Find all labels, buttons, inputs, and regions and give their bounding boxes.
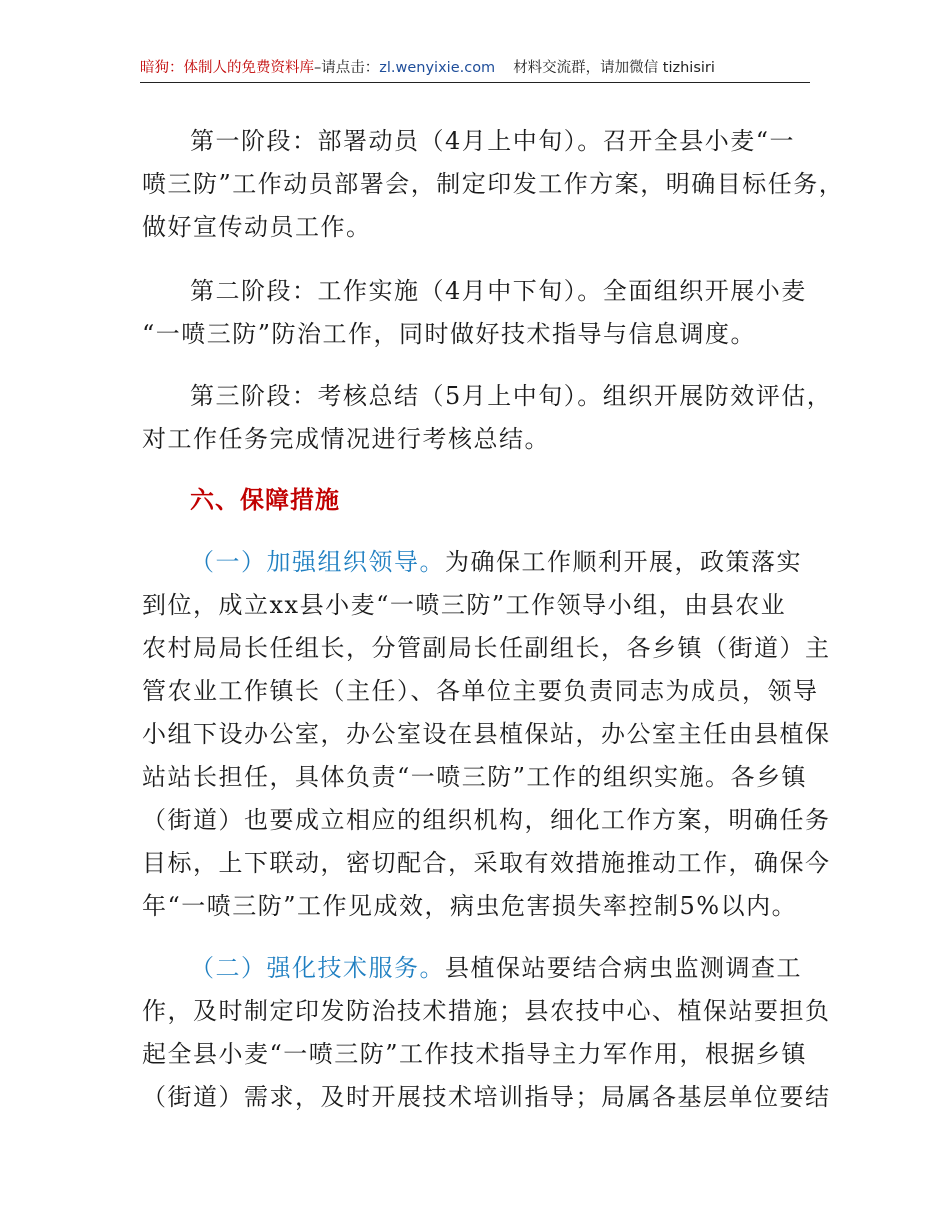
stage3-line: 对工作任务完成情况进行考核总结。 (142, 425, 550, 453)
section-heading: 六、保障措施 (190, 486, 340, 514)
measure2-first-rest: 县植保站要结合病虫监测调查工 (445, 954, 802, 982)
header-url-link[interactable]: zl.wenyixie.com (379, 60, 496, 76)
measure1-line: 农村局局长任组长，分管副局长任副组长，各乡镇（街道）主 (142, 634, 831, 662)
measure2-line: 起全县小麦“一喷三防”工作技术指导主力军作用，根据乡镇 (142, 1040, 808, 1068)
measure1-first-line (142, 541, 832, 584)
measure2-line: 作，及时制定印发防治技术措施；县农技中心、植保站要担负 (142, 997, 831, 1025)
measure1-line: 到位，成立xx县小麦“一喷三防”工作领导小组，由县农业 (142, 591, 787, 619)
stage2-line: 第二阶段：工作实施（4月中下旬）。全面组织开展小麦 (190, 277, 807, 305)
measure1-line: 目标，上下联动，密切配合，采取有效措施推动工作，确保今 (142, 849, 831, 877)
stage1-line: 喷三防”工作动员部署会，制定印发工作方案，明确目标任务， (142, 170, 845, 198)
header-click-prefix: –请点击： (314, 60, 380, 76)
measure1-line: 年“一喷三防”工作见成效，病虫危害损失率控制5%以内。 (142, 892, 798, 920)
measure1-line: 管农业工作镇长（主任）、各单位主要负责同志为成员，领导 (142, 677, 819, 705)
stage1-line: 做好宣传动员工作。 (142, 213, 372, 241)
stage3-line: 第三阶段：考核总结（5月上中旬）。组织开展防效评估， (190, 382, 833, 410)
measure1-line: 站站长担任，具体负责“一喷三防”工作的组织实施。各乡镇 (142, 763, 808, 791)
measure1-paragraph (142, 541, 832, 928)
page-header (140, 56, 810, 83)
measure1-line: 小组下设办公室，办公室设在县植保站，办公室主任由县植保 (142, 720, 831, 748)
measure2-first-line (142, 947, 832, 990)
measure2-line: （街道）需求，及时开展技术培训指导；局属各基层单位要结 (142, 1083, 831, 1111)
header-brand: 暗狗：体制人的免费资料库 (140, 60, 314, 76)
measure1-first-rest: 为确保工作顺利开展，政策落实 (445, 548, 802, 576)
measure2-title: （二）强化技术服务。 (190, 954, 445, 982)
stage2-line: “一喷三防”防治工作，同时做好技术指导与信息调度。 (142, 320, 757, 348)
header-group-text: 材料交流群，请加微信 tizhisiri (513, 60, 715, 76)
stage3-paragraph (142, 375, 832, 461)
stage1-line: 第一阶段：部署动员（4月上中旬）。召开全县小麦“一 (190, 127, 796, 155)
measure1-line: （街道）也要成立相应的组织机构，细化工作方案，明确任务 (142, 806, 831, 834)
stage2-paragraph (142, 270, 832, 356)
measure1-title: （一）加强组织领导。 (190, 548, 445, 576)
stage1-paragraph (142, 120, 845, 249)
measure2-paragraph (142, 947, 832, 1119)
